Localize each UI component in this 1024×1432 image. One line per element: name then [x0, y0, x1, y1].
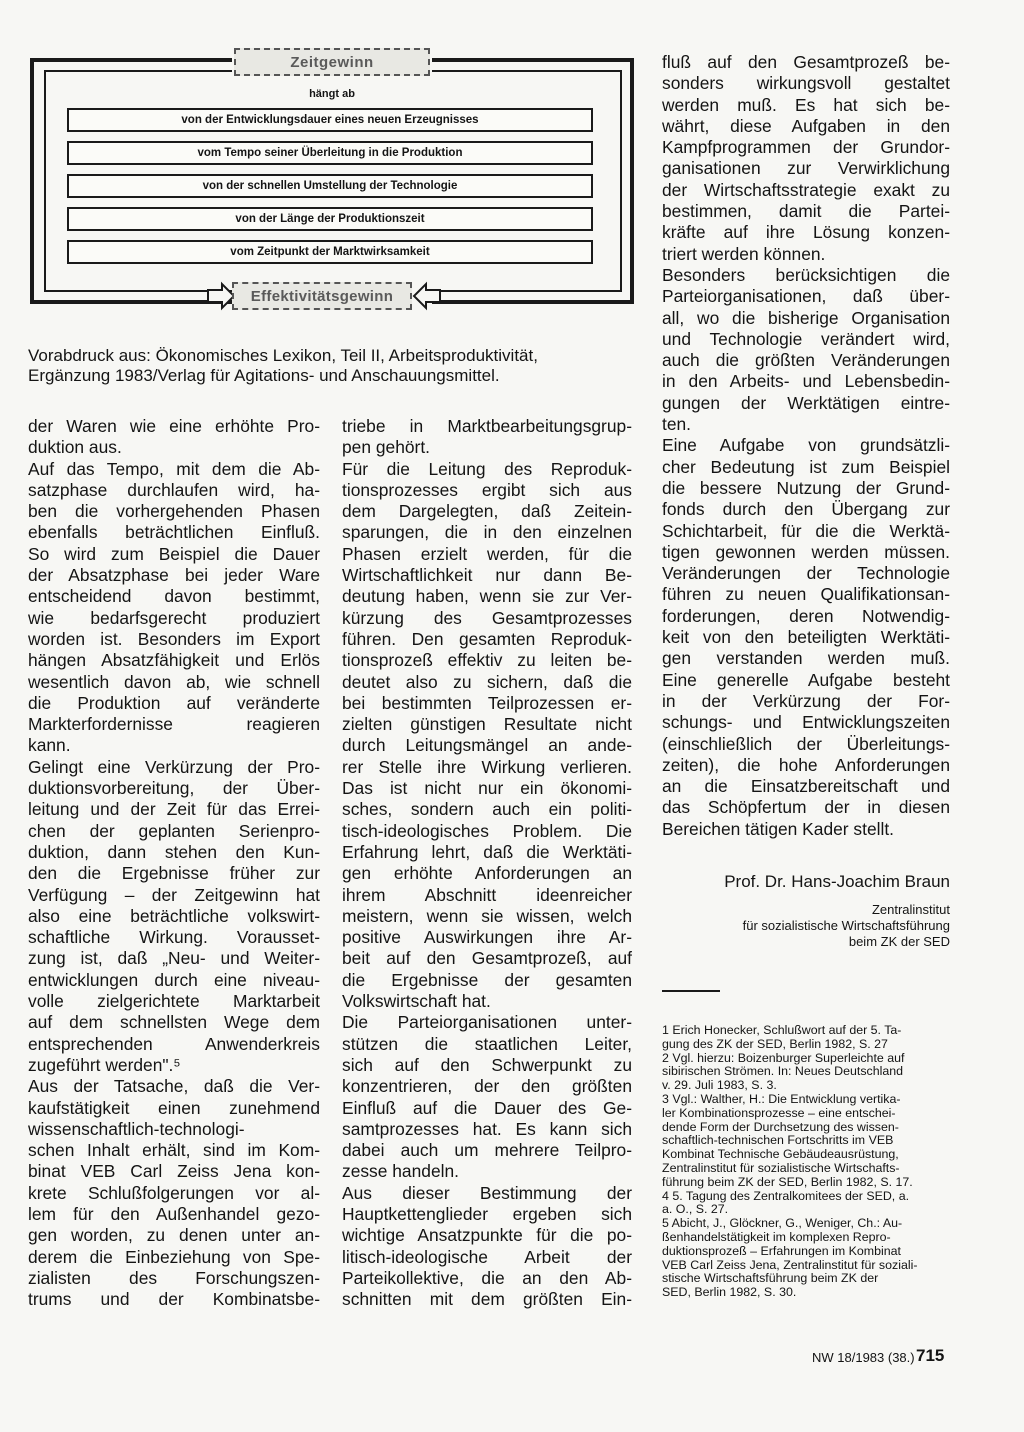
- text-line: sparungen, die in den einzelnen: [342, 522, 632, 543]
- text-line: Parteikollektive, die an den Ab-: [342, 1267, 632, 1288]
- text-line: zialisten des Forschungszen-: [28, 1267, 320, 1288]
- text-line: die Produktion auf veränderte: [28, 692, 320, 713]
- text-line: in der Verkürzung der For-: [662, 690, 950, 711]
- author-institution: [660, 902, 950, 950]
- text-line: samtprozesses hat. Es kann sich: [342, 1118, 632, 1139]
- footnote-divider: [662, 990, 720, 992]
- diagram-bottom-label: Effektivitätsgewinn: [232, 282, 412, 310]
- text-line: durch Leitungsmängel an ande-: [342, 735, 632, 756]
- text-line: Besonders berücksichtigen die: [662, 264, 950, 285]
- footnote-line: VEB Carl Zeiss Jena, Zentralinstitut für soziali-: [662, 1257, 918, 1272]
- text-line: beit auf den Gesamtprozeß, auf: [342, 948, 632, 969]
- text-line: stützen die staatlichen Leiter,: [342, 1033, 632, 1054]
- text-line: Für die Leitung des Reproduk-: [342, 458, 632, 479]
- text-line: duktion, dann stehen den Kun-: [28, 841, 320, 862]
- text-line: tionsprozeß effektiv zu leiten be-: [342, 650, 632, 671]
- text-line: trums und der Kombinatsbe-: [28, 1289, 320, 1310]
- text-line: kaufstätigkeit einen zunehmend: [28, 1097, 320, 1118]
- text-line: tigen gewonnen werden müssen.: [662, 541, 950, 562]
- institution-line: beim ZK der SED: [848, 934, 950, 949]
- diagram-item: von der Entwicklungsdauer eines neuen Erzeugnisses: [67, 108, 593, 132]
- text-line: leitung und der Zeit für das Errei-: [28, 799, 320, 820]
- footnote-line: 1 Erich Honecker, Schlußwort auf der 5. Ta-: [662, 1023, 902, 1037]
- text-line: konzentrieren, der den größten: [342, 1076, 632, 1097]
- footnote-line: 3 Vgl.: Walther, H.: Die Entwicklung vertika-: [662, 1091, 901, 1106]
- text-line: zugeführt werden".⁵: [28, 1054, 181, 1075]
- text-line: litisch-ideologische Arbeit der: [342, 1246, 632, 1267]
- text-line: Kampfprogrammen der Grundor-: [662, 137, 950, 158]
- text-line: binat VEB Carl Zeiss Jena kon-: [28, 1161, 320, 1182]
- text-line: der Waren wie eine erhöhte Pro-: [28, 416, 320, 436]
- text-line: Aus der Tatsache, daß die Ver-: [28, 1076, 320, 1097]
- text-line: währt, diese Aufgaben in den: [662, 115, 950, 136]
- text-line: tisch-ideologisches Problem. Die: [342, 820, 632, 841]
- text-line: Auf das Tempo, mit dem die Ab-: [28, 458, 320, 479]
- text-line: an die Einsatzbereitschaft und: [662, 776, 950, 797]
- text-line: wie bedarfsgerecht produziert: [28, 607, 320, 628]
- text-line: ebenfalls beträchtlichen Einfluß.: [28, 522, 320, 543]
- footnote-line: duktionsprozeß – Erfahrungen im Kombinat: [662, 1243, 901, 1258]
- diagram-item: vom Zeitpunkt der Marktwirksamkeit: [67, 240, 593, 264]
- diagram-sub-label: hängt ab: [309, 88, 355, 100]
- text-line: keit von den beteiligten Werktäti-: [662, 627, 950, 648]
- text-line: fonds durch den Übergang zur: [662, 499, 950, 520]
- text-line: den die Ergebnisse früher zur: [28, 863, 320, 884]
- text-line: kräfte auf ihre Lösung konzen-: [662, 222, 950, 243]
- text-line: wichtige Ansatzpunkte für die po-: [342, 1225, 632, 1246]
- text-line: meistern, wenn sie wissen, welch: [342, 905, 632, 926]
- text-line: Hauptkettenglieder ergeben sich: [342, 1203, 632, 1224]
- figure-caption: [28, 346, 648, 386]
- text-line: (einschließlich der Überleitungs-: [662, 733, 950, 754]
- text-line: bei bestimmten Teilprozessen er-: [342, 692, 632, 713]
- text-line: ben die vorhergehenden Phasen: [28, 501, 320, 522]
- text-line: auf dem schnellsten Wege dem: [28, 1012, 320, 1033]
- text-line: wissenschaftlich-technologi-: [28, 1118, 245, 1139]
- text-line: Bereichen tätigen Kader stellt.: [662, 818, 895, 839]
- text-line: duktion aus.: [28, 437, 122, 458]
- text-line: sich auf den Schwerpunkt zu: [342, 1054, 632, 1075]
- text-column-3: [662, 52, 950, 840]
- text-line: cher Bedeutung ist zum Beispiel: [662, 456, 950, 477]
- text-line: Das ist nicht nur ein ökonomi-: [342, 778, 632, 799]
- text-line: zesse handeln.: [342, 1161, 459, 1182]
- footnote-line: v. 29. Juli 1983, S. 3.: [662, 1078, 777, 1093]
- footnote-line: stische Wirtschaftsführung beim ZK der: [662, 1271, 879, 1286]
- text-line: Phasen erzielt werden, für die: [342, 543, 632, 564]
- text-line: Aus dieser Bestimmung der: [342, 1182, 632, 1203]
- text-line: Die Parteiorganisationen unter-: [342, 1012, 632, 1033]
- text-column-2: [342, 416, 632, 1310]
- text-line: satzphase durchlaufen wird, ha-: [28, 479, 320, 500]
- footnote-line: schaftlich-technischen Fortschritts im VEB: [662, 1133, 894, 1148]
- diagram-item: vom Tempo seiner Überleitung in die Produktion: [67, 141, 593, 165]
- text-line: schaftliche Wirkung. Vorausset-: [28, 927, 320, 948]
- text-line: Einfluß auf die Dauer des Ge-: [342, 1097, 632, 1118]
- text-line: Erfahrung lehrt, daß die Werktäti-: [342, 841, 632, 862]
- text-line: entsprechenden Anwenderkreis: [28, 1033, 320, 1054]
- footnote-line: dende Form der Durchsetzung des wissen-: [662, 1119, 899, 1134]
- text-line: tionsprozesses ergibt sich aus: [342, 479, 632, 500]
- text-line: worden ist. Besonders im Export: [28, 628, 320, 649]
- text-line: pen gehört.: [342, 437, 430, 458]
- text-line: führen. Den gesamten Reproduk-: [342, 628, 632, 649]
- text-line: Veränderungen der Technologie: [662, 563, 950, 584]
- footnote-line: 2 Vgl. hierzu: Boizenburger Superleichte auf: [662, 1050, 905, 1065]
- issue-folio: NW 18/1983 (38.): [812, 1350, 915, 1365]
- text-line: So wird zum Beispiel die Dauer: [28, 543, 320, 564]
- text-line: führen zu neuen Qualifikationsan-: [662, 584, 950, 605]
- footnote-line: ßenhandelstätigkeit im komplexen Repro-: [662, 1229, 891, 1244]
- text-line: all, wo die bisherige Organisation: [662, 307, 950, 328]
- footnote-line: Zentralinstitut für sozialistische Wirtschafts-: [662, 1160, 900, 1175]
- text-line: triebe in Marktbearbeitungsgrup-: [342, 416, 632, 436]
- text-line: kürzung des Gesamtprozesses: [342, 607, 632, 628]
- text-line: Eine Aufgabe von grundsätzli-: [662, 435, 950, 456]
- text-line: Verfügung – der Zeitgewinn hat: [28, 884, 320, 905]
- text-line: krete Schlußfolgerungen vor al-: [28, 1182, 320, 1203]
- text-line: kann.: [28, 735, 71, 756]
- text-line: hängen Absatzfähigkeit und Erlös: [28, 650, 320, 671]
- institution-line: für sozialistische Wirtschaftsführung: [742, 918, 950, 933]
- text-line: triert werden können.: [662, 243, 826, 264]
- footnote-line: führung beim ZK der SED, Berlin 1982, S. 17.: [662, 1174, 913, 1189]
- text-line: dem Dargelegten, daß Zeitein-: [342, 501, 632, 522]
- footnote-line: 4 5. Tagung des Zentralkomitees der SED, a.: [662, 1188, 910, 1203]
- text-line: entwicklungen durch eine niveau-: [28, 969, 320, 990]
- text-line: forderungen, deren Notwendig-: [662, 605, 950, 626]
- text-line: zeiten), die hohe Anforderungen: [662, 754, 950, 775]
- text-line: schen Inhalt erhält, sind im Kom-: [28, 1140, 320, 1161]
- text-line: ganisationen zur Verwirklichung: [662, 158, 950, 179]
- footnote-line: 5 Abicht, J., Glöckner, G., Weniger, Ch.: Au-: [662, 1216, 903, 1231]
- text-line: und Technologie verändert wird,: [662, 328, 950, 349]
- text-line: wesentlich davon ab, wie schnell: [28, 671, 320, 692]
- text-line: chen der geplanten Serienpro-: [28, 820, 320, 841]
- left-arrow-icon: [414, 284, 440, 308]
- footnotes: [662, 1024, 950, 1300]
- text-column-1: [28, 416, 320, 1310]
- text-line: die Ergebnisse der gesamten: [342, 969, 632, 990]
- text-line: das Schöpfertum der in diesen: [662, 797, 950, 818]
- footnote-line: gung des ZK der SED, Berlin 1982, S. 27: [662, 1036, 888, 1051]
- text-line: also eine beträchtliche volkswirt-: [28, 905, 320, 926]
- text-line: deutung haben, wenn sie zur Ver-: [342, 586, 632, 607]
- text-line: schungs- und Entwicklungszeiten: [662, 712, 950, 733]
- text-line: Parteiorganisationen, daß über-: [662, 286, 950, 307]
- text-line: rer Stelle ihre Wirkung verlieren.: [342, 756, 632, 777]
- diagram-top-label: Zeitgewinn: [234, 48, 430, 76]
- text-line: ten.: [662, 414, 692, 435]
- text-line: Volkswirtschaft hat.: [342, 991, 491, 1012]
- footnote-line: Kombinat Technische Gebäudeausrüstung,: [662, 1147, 899, 1162]
- text-line: lem für den Außenhandel gezo-: [28, 1203, 320, 1224]
- text-line: derem die Einbeziehung von Spe-: [28, 1246, 320, 1267]
- text-line: schnitten mit dem größten Ein-: [342, 1289, 632, 1310]
- caption-line: Ergänzung 1983/Verlag für Agitations- und Anschauungsmittel.: [28, 366, 500, 385]
- text-line: in den Arbeits- und Lebensbedin-: [662, 371, 950, 392]
- text-line: Schichtarbeit, für die die Werktä-: [662, 520, 950, 541]
- text-line: gen worden, zu denen unter an-: [28, 1225, 320, 1246]
- text-line: volle zielgerichtete Marktarbeit: [28, 991, 320, 1012]
- diagram-item: von der Länge der Produktionszeit: [67, 207, 593, 231]
- text-line: sches, sondern auch ein politi-: [342, 799, 632, 820]
- text-line: bestimmen, damit die Partei-: [662, 201, 950, 222]
- right-arrow-icon: [208, 284, 234, 308]
- institution-line: Zentralinstitut: [871, 902, 950, 917]
- footnote-line: ler Kombinationsprozesse – eine entschei-: [662, 1105, 896, 1120]
- text-line: dabei auch um mehrere Teilpro-: [342, 1140, 632, 1161]
- page-number: 715: [916, 1346, 945, 1365]
- text-line: der Wirtschaftsstrategie exakt zu: [662, 179, 950, 200]
- text-line: zielten günstigen Resultate nicht: [342, 714, 632, 735]
- footnote-line: sibirischen Strömen. In: Neues Deutschland: [662, 1064, 904, 1079]
- text-line: gungen der Werktätigen eintre-: [662, 392, 950, 413]
- text-line: ihrem Abschnitt ideenreicher: [342, 884, 632, 905]
- footnote-line: SED, Berlin 1982, S. 30.: [662, 1285, 797, 1300]
- text-line: gen erhöhte Anforderungen an: [342, 863, 632, 884]
- text-line: deutet also zu sichern, daß die: [342, 671, 632, 692]
- text-line: auch die größten Veränderungen: [662, 350, 950, 371]
- text-line: fluß auf den Gesamtprozeß be-: [662, 52, 950, 72]
- text-line: zung ist, daß „Neu- und Weiter-: [28, 948, 320, 969]
- text-line: der Absatzphase bei jeder Ware: [28, 565, 320, 586]
- text-line: sonders wirkungsvoll gestaltet: [662, 73, 950, 94]
- text-line: Wirtschaftlichkeit nur dann Be-: [342, 565, 632, 586]
- text-line: duktionsvorbereitung, der Über-: [28, 778, 320, 799]
- text-line: Gelingt eine Verkürzung der Pro-: [28, 756, 320, 777]
- text-line: entscheidend davon bestimmt,: [28, 586, 320, 607]
- text-line: Markterfordernisse reagieren: [28, 714, 320, 735]
- text-line: werden muß. Es hat sich be-: [662, 94, 950, 115]
- caption-line: Vorabdruck aus: Ökonomisches Lexikon, Teil II, Arbeitsproduktivität,: [28, 346, 538, 365]
- diagram-item: von der schnellen Umstellung der Technologie: [67, 174, 593, 198]
- text-line: gen verstanden werden muß.: [662, 648, 950, 669]
- text-line: die bessere Nutzung der Grund-: [662, 477, 950, 498]
- text-line: positive Auswirkungen ihre Ar-: [342, 927, 632, 948]
- text-line: Eine generelle Aufgabe besteht: [662, 669, 950, 690]
- footnote-line: a. O., S. 27.: [662, 1202, 729, 1217]
- author-name: Prof. Dr. Hans-Joachim Braun: [724, 872, 950, 891]
